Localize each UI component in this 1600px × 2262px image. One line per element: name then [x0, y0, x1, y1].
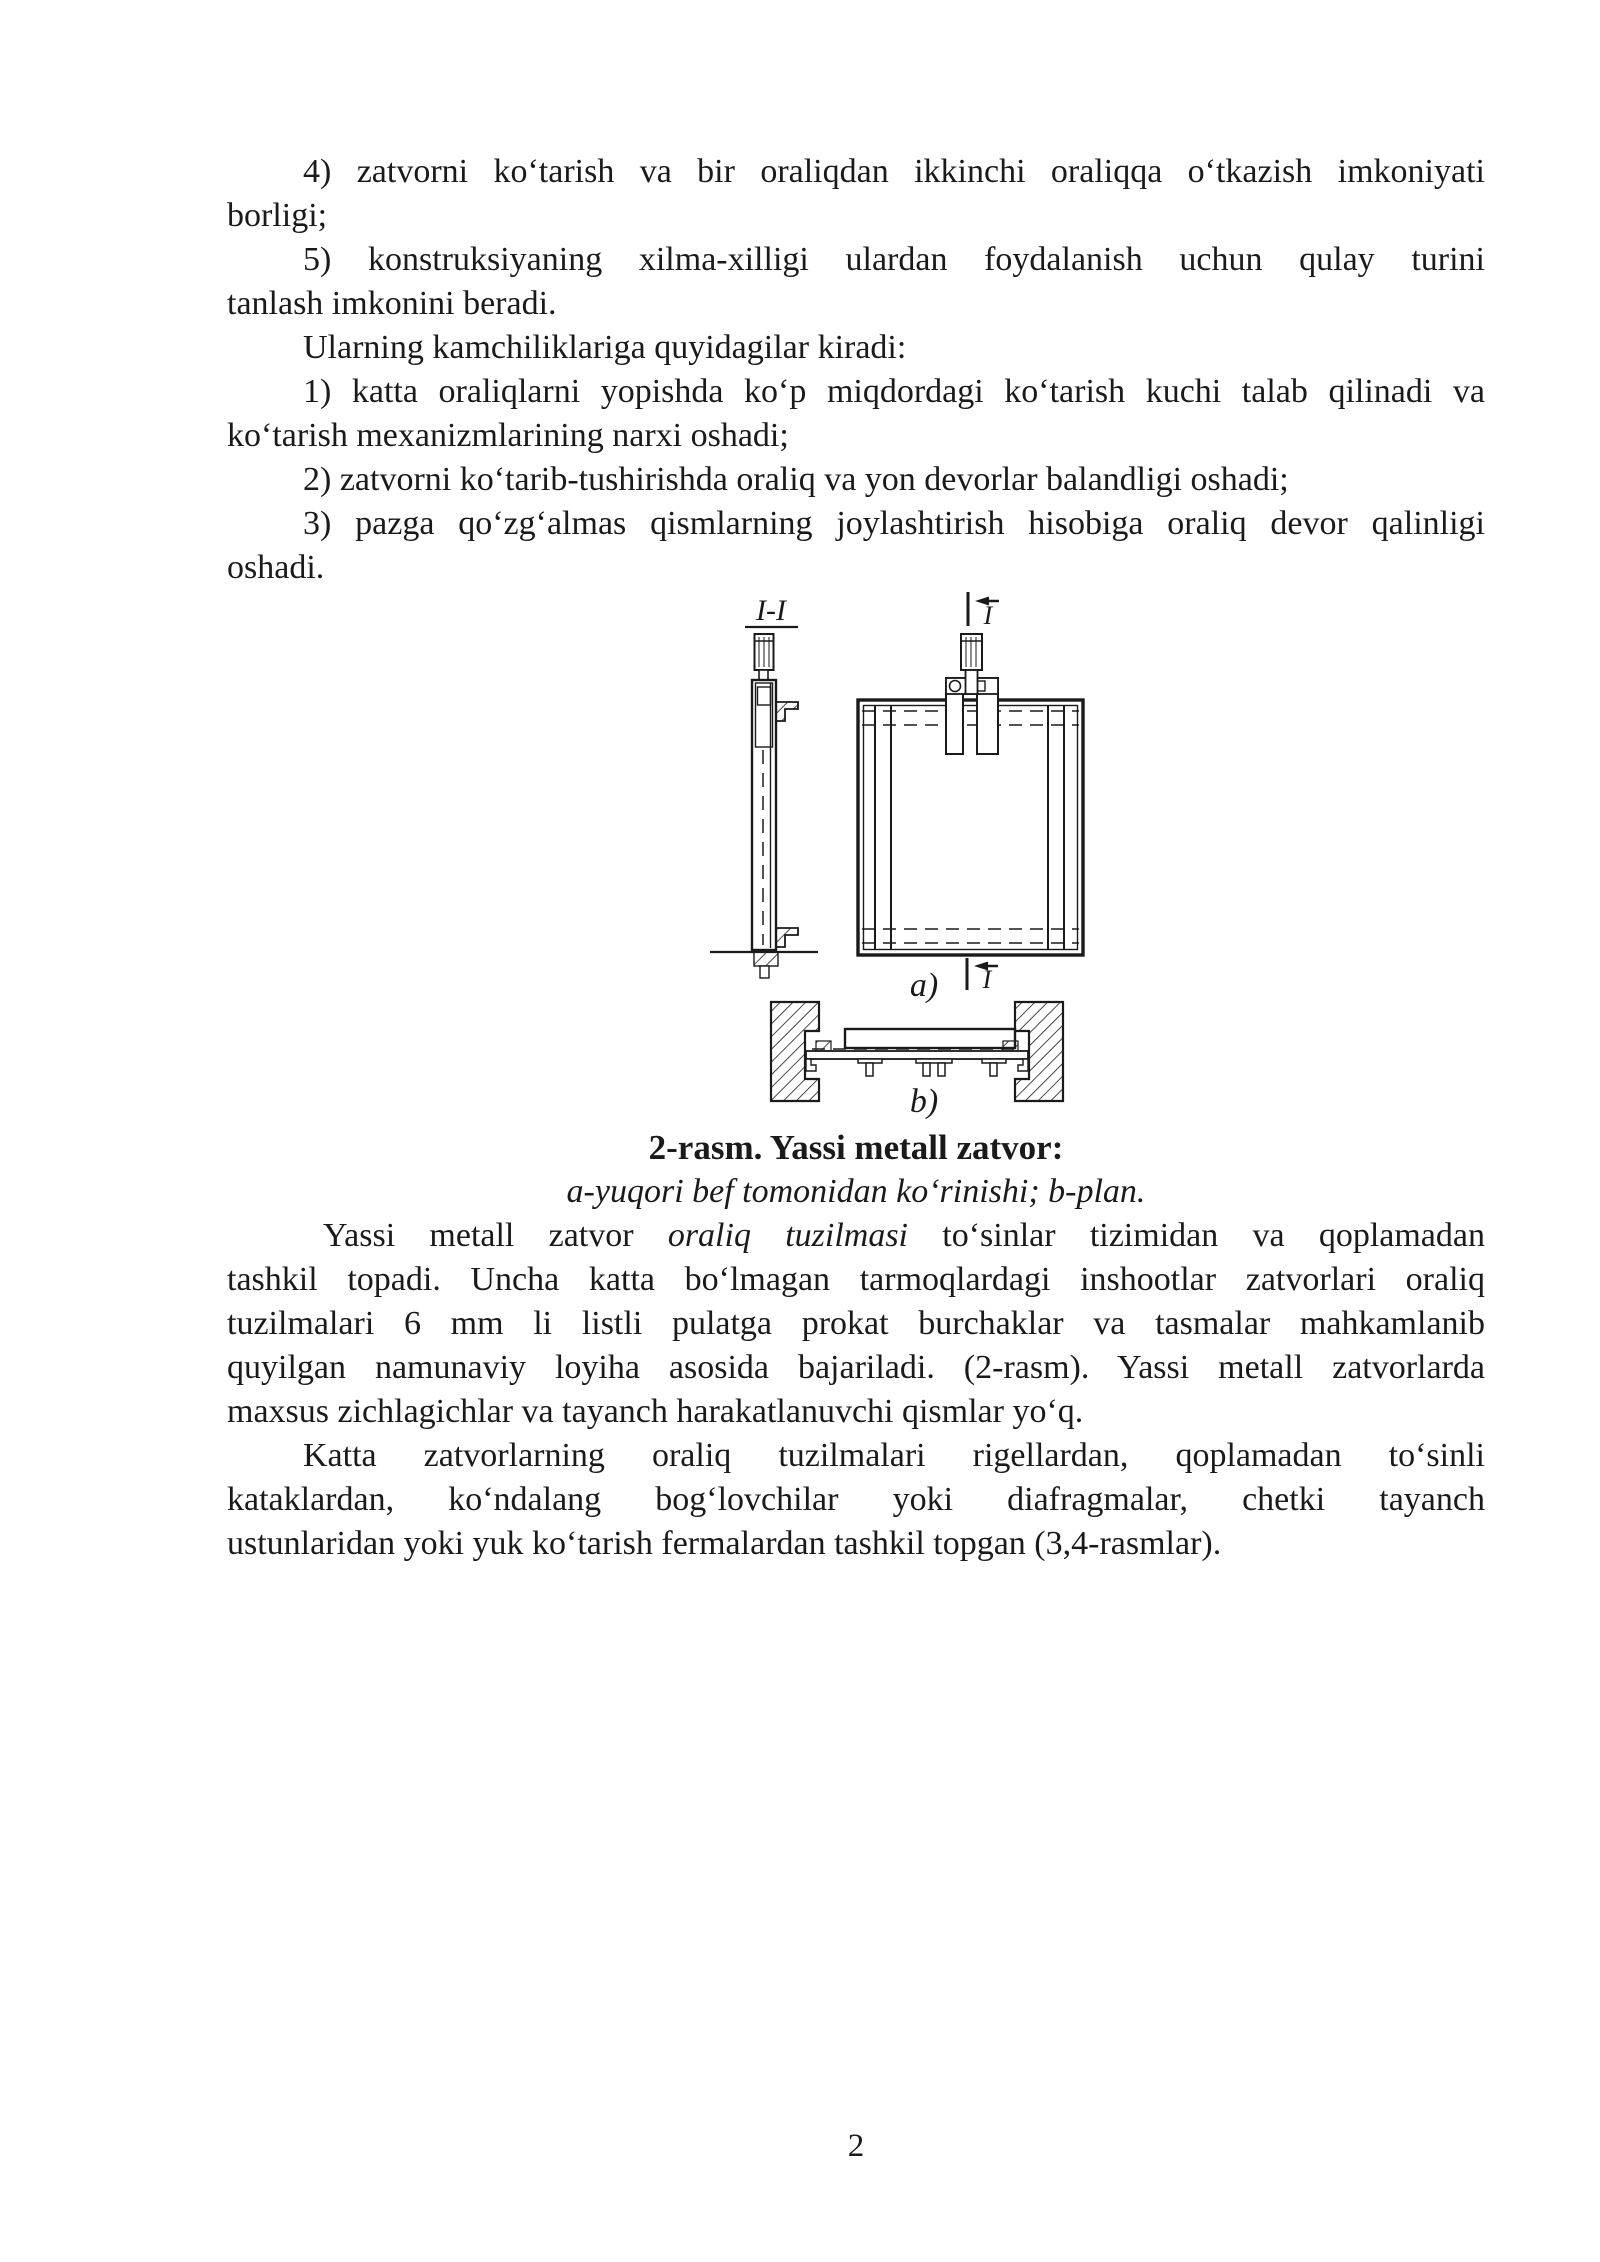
text-line: ustunlaridan yoki yuk ko‘tarish fermalardan tashkil topgan (3,4-rasmlar). [227, 1525, 1222, 1562]
text-line: borligi; [227, 197, 328, 234]
text-line: Katta zatvorlarning oraliq tuzilmalari rigellardan, qoplamadan to‘sinli [303, 1437, 1485, 1474]
text-line: tanlash imkonini beradi. [227, 285, 557, 322]
paragraph-block-top [227, 150, 1485, 590]
text-line: tashkil topadi. Uncha katta bo‘lmagan tarmoqlardagi inshootlar zatvorlari oraliq [227, 1261, 1485, 1298]
text-line: 2-rasm. Yassi metall zatvor: [648, 1128, 1064, 1167]
section-mark-top-label: I [983, 601, 993, 630]
text-line: tuzilmalari 6 mm li listli pulatga prokat burchaklar va tasmalar mahkamlanib [227, 1305, 1485, 1342]
text-line [227, 1214, 1485, 1258]
figure-2-diagram [640, 585, 1120, 1125]
page-number: 2 [847, 2128, 865, 2164]
text-line: kataklardan, ko‘ndalang bog‘lovchilar yoki diafragmalar, chetki tayanch [227, 1481, 1485, 1518]
text-line: 5) konstruksiyaning xilma-xilligi ulardan foydalanish uchun qulay turini [303, 241, 1485, 278]
text-segment: to‘sinlar tizimidan va qoplamadan [908, 1217, 1485, 1254]
text-line: maxsus zichlagichlar va tayanch harakatlanuvchi qismlar yo‘q. [227, 1393, 1084, 1430]
front-view-drawing [858, 592, 1083, 1004]
emphasized-text: oraliq tuzilmasi [667, 1217, 909, 1254]
text-line: 1) katta oraliqlarni yopishda ko‘p miqdordagi ko‘tarish kuchi talab qilinadi va [303, 373, 1485, 410]
paragraph-block-bottom [227, 1126, 1485, 1566]
text-line: a-yuqori bef tomonidan ko‘rinishi; b-plan. [566, 1173, 1146, 1210]
text-line: ko‘tarish mexanizmlarining narxi oshadi; [227, 417, 789, 454]
text-line: 2) zatvorni ko‘tarib-tushirishda oraliq va yon devorlar balandligi oshadi; [303, 461, 1289, 498]
text-segment: Yassi metall zatvor [323, 1217, 668, 1254]
plan-view-drawing [771, 1002, 1063, 1120]
section-title-label: I-I [756, 594, 786, 627]
text-line: quyilgan namunaviy loyiha asosida bajariladi. (2-rasm). Yassi metall zatvorlarda [227, 1349, 1485, 1386]
text-line: 4) zatvorni ko‘tarish va bir oraliqdan ikkinchi oraliqqa o‘tkazish imkoniyati [303, 153, 1485, 190]
section-mark-bottom-label: I [982, 965, 992, 994]
text-line: 3) pazga qo‘zg‘almas qismlarning joylashtirish hisobiga oraliq devor qalinligi [303, 505, 1485, 542]
view-b-label: b) [909, 1083, 939, 1120]
text-line: oshadi. [227, 549, 325, 586]
side-view-drawing [710, 594, 818, 978]
view-a-label: a) [909, 967, 939, 1004]
text-line: Ularning kamchiliklariga quyidagilar kiradi: [303, 329, 907, 366]
